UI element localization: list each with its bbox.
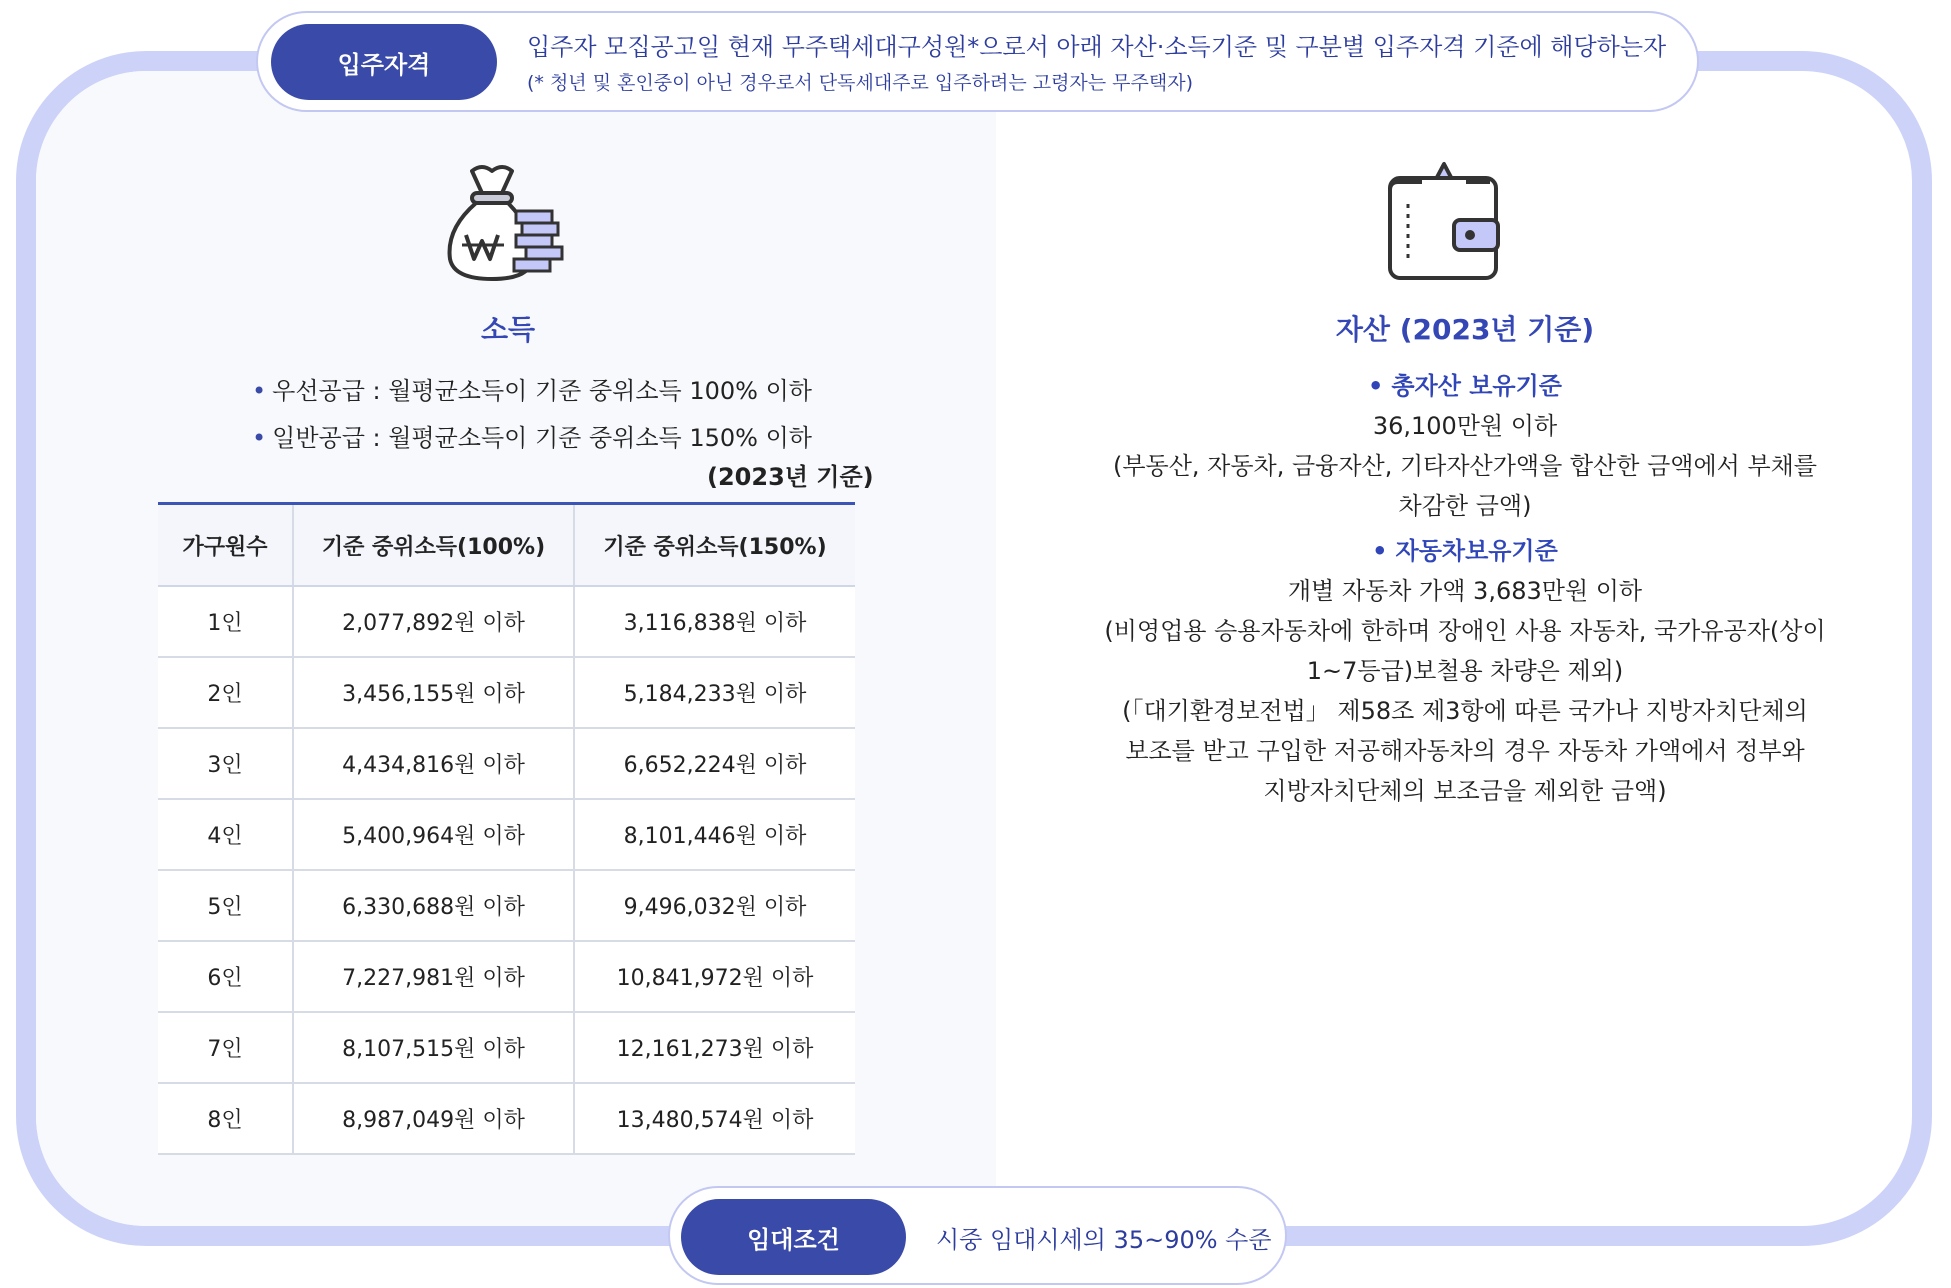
total-asset-line: 차감한 금액)	[1398, 492, 1532, 520]
bullet-dot-icon: •	[252, 424, 267, 452]
median-150-cell: 9,496,032원 이하	[574, 870, 855, 941]
income-bullet-priority: • 우선공급 : 월평균소득이 기준 중위소득 100% 이하	[252, 377, 812, 405]
household-size-cell: 5인	[158, 870, 293, 941]
column-header-median-150: 기준 중위소득(150%)	[574, 504, 855, 587]
household-size-cell: 8인	[158, 1083, 293, 1154]
total-asset-line: 36,100만원 이하	[1372, 412, 1558, 440]
median-100-cell: 4,434,816원 이하	[293, 728, 574, 799]
rent-text: 시중 임대시세의 35~90% 수준	[936, 1226, 1272, 1254]
table-header-row	[158, 504, 855, 587]
money-bag-icon	[446, 163, 572, 283]
table-row	[158, 799, 855, 870]
table-row	[158, 1012, 855, 1083]
median-150-cell: 5,184,233원 이하	[574, 657, 855, 728]
bullet-dot-icon: •	[1372, 537, 1388, 565]
median-150-cell: 8,101,446원 이하	[574, 799, 855, 870]
median-100-cell: 3,456,155원 이하	[293, 657, 574, 728]
median-100-cell: 6,330,688원 이하	[293, 870, 574, 941]
income-basis-note: (2023년 기준)	[707, 463, 874, 491]
median-150-cell: 13,480,574원 이하	[574, 1083, 855, 1154]
household-size-cell: 6인	[158, 941, 293, 1012]
table-row	[158, 1083, 855, 1154]
column-header-household: 가구원수	[158, 504, 293, 587]
income-title: 소득	[480, 313, 536, 346]
table-row	[158, 657, 855, 728]
rent-banner	[668, 1186, 1287, 1285]
table-row	[158, 586, 855, 657]
eligibility-text: 입주자 모집공고일 현재 무주택세대구성원*으로서 아래 자산·소득기준 및 구분별 입주자격 기준에 해당하는자	[527, 33, 1667, 61]
car-asset-block	[1085, 531, 1845, 811]
eligibility-label: 입주자격	[271, 24, 497, 100]
table-row	[158, 941, 855, 1012]
car-asset-line: 1~7등급)보철용 차량은 제외)	[1306, 657, 1624, 685]
car-asset-line: (「대기환경보전법」 제58조 제3항에 따른 국가나 지방자치단체의	[1122, 697, 1808, 725]
eligibility-footnote: (* 청년 및 혼인중이 아닌 경우로서 단독세대주로 입주하려는 고령자는 무주택자)	[527, 72, 1194, 94]
table-row	[158, 870, 855, 941]
bullet-dot-icon: •	[1368, 372, 1384, 400]
bullet-dot-icon: •	[252, 377, 267, 405]
household-size-cell: 7인	[158, 1012, 293, 1083]
car-asset-heading: • 자동차보유기준	[1372, 537, 1558, 565]
eligibility-banner	[256, 11, 1699, 112]
car-asset-line: 개별 자동차 가액 3,683만원 이하	[1287, 577, 1643, 605]
median-100-cell: 7,227,981원 이하	[293, 941, 574, 1012]
household-size-cell: 2인	[158, 657, 293, 728]
income-table	[158, 502, 855, 1155]
median-100-cell: 5,400,964원 이하	[293, 799, 574, 870]
car-asset-line: (비영업용 승용자동차에 한하며 장애인 사용 자동차, 국가유공자(상이	[1104, 617, 1826, 645]
household-size-cell: 1인	[158, 586, 293, 657]
median-100-cell: 2,077,892원 이하	[293, 586, 574, 657]
median-150-cell: 3,116,838원 이하	[574, 586, 855, 657]
income-bullet-general: • 일반공급 : 월평균소득이 기준 중위소득 150% 이하	[252, 424, 812, 452]
rent-label: 임대조건	[681, 1199, 906, 1275]
household-size-cell: 4인	[158, 799, 293, 870]
total-asset-block	[1085, 366, 1845, 526]
car-asset-line: 지방자치단체의 보조금을 제외한 금액)	[1263, 777, 1667, 805]
wallet-icon	[1386, 160, 1506, 282]
household-size-cell: 3인	[158, 728, 293, 799]
total-asset-line: (부동산, 자동차, 금융자산, 기타자산가액을 합산한 금액에서 부채를	[1113, 452, 1817, 480]
median-100-cell: 8,987,049원 이하	[293, 1083, 574, 1154]
median-150-cell: 10,841,972원 이하	[574, 941, 855, 1012]
column-header-median-100: 기준 중위소득(100%)	[293, 504, 574, 587]
median-100-cell: 8,107,515원 이하	[293, 1012, 574, 1083]
car-asset-line: 보조를 받고 구입한 저공해자동차의 경우 자동차 가액에서 정부와	[1125, 737, 1805, 765]
total-asset-heading: • 총자산 보유기준	[1368, 372, 1562, 400]
table-row	[158, 728, 855, 799]
asset-title: 자산 (2023년 기준)	[1335, 313, 1595, 346]
median-150-cell: 6,652,224원 이하	[574, 728, 855, 799]
median-150-cell: 12,161,273원 이하	[574, 1012, 855, 1083]
